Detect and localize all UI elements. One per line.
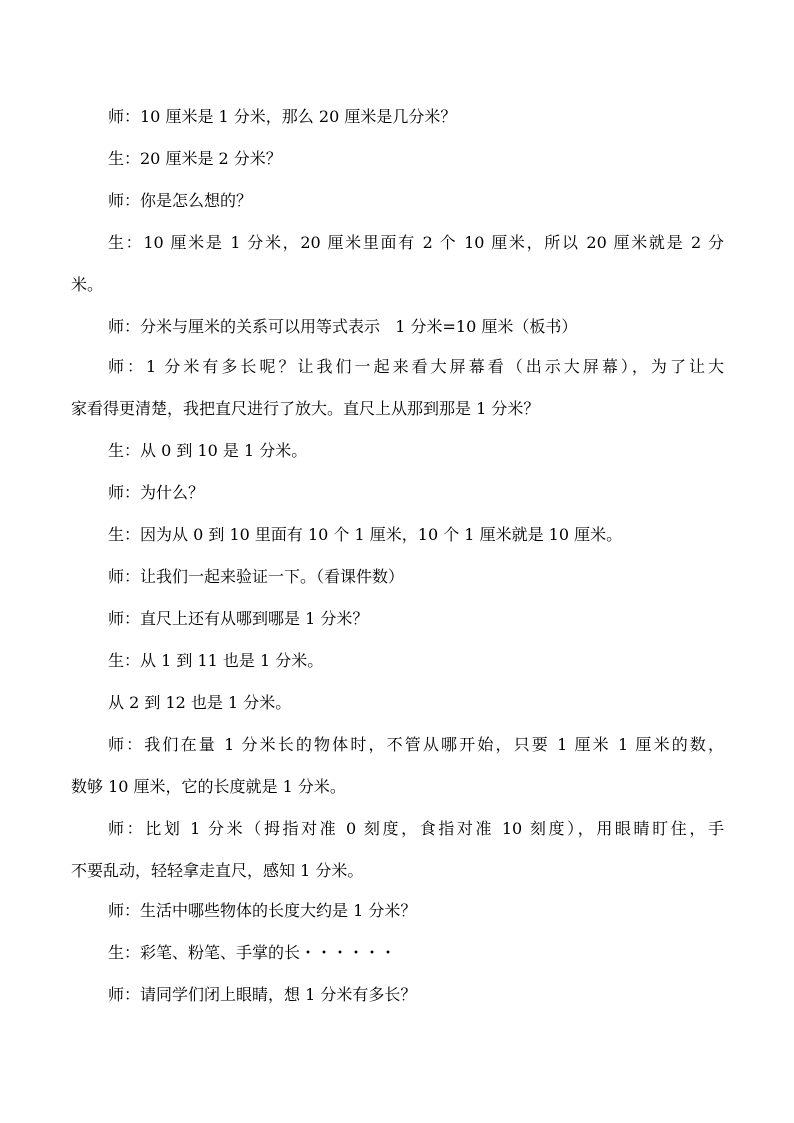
dialogue-line: 生：因为从 0 到 10 里面有 10 个 1 厘米，10 个 1 厘米就是 10 厘米。 xyxy=(108,525,623,544)
dialogue-line: 师：10 厘米是 1 分米，那么 20 厘米是几分米？ xyxy=(108,107,457,126)
dialogue-line: 师：为什么？ xyxy=(108,483,205,502)
dialogue-line: 师：1 分米有多长呢？让我们一起来看大屏幕看（出示大屏幕），为了让大 xyxy=(108,357,724,376)
dialogue-line: 师：直尺上还有从哪到哪是 1 分米？ xyxy=(108,609,369,628)
dialogue-line: 生：10 厘米是 1 分米，20 厘米里面有 2 个 10 厘米，所以 20 厘米就是 2 分 xyxy=(108,233,724,252)
dialogue-line: 生：从 0 到 10 是 1 分米。 xyxy=(108,441,308,460)
dialogue-line: 师：分米与厘米的关系可以用等式表示 1 分米=10 厘米（板书） xyxy=(108,317,578,336)
dialogue-line-continued: 不要乱动，轻轻拿走直尺，感知 1 分米。 xyxy=(71,861,364,880)
dialogue-line: 从 2 到 12 也是 1 分米。 xyxy=(108,693,292,712)
dialogue-line: 师：生活中哪些物体的长度大约是 1 分米？ xyxy=(108,901,417,920)
dialogue-line-continued: 米。 xyxy=(71,275,104,294)
dialogue-line: 生：从 1 到 11 也是 1 分米。 xyxy=(108,651,324,670)
dialogue-line: 师：你是怎么想的？ xyxy=(108,191,253,210)
dialogue-line-continued: 家看得更清楚，我把直尺进行了放大。直尺上从那到那是 1 分米？ xyxy=(71,399,540,418)
dialogue-line: 生：20 厘米是 2 分米？ xyxy=(108,149,282,168)
dialogue-line: 师：比划 1 分米（拇指对准 0 刻度，食指对准 10 刻度），用眼睛盯住，手 xyxy=(108,819,724,838)
dialogue-line: 师：请同学们闭上眼睛，想 1 分米有多长？ xyxy=(108,985,417,1004)
dialogue-line: 生：彩笔、粉笔、手掌的长・・・・・・ xyxy=(108,943,397,962)
dialogue-line: 师：我们在量 1 分米长的物体时，不管从哪开始，只要 1 厘米 1 厘米的数， xyxy=(108,735,724,754)
dialogue-line-continued: 数够 10 厘米，它的长度就是 1 分米。 xyxy=(71,777,346,796)
dialogue-line: 师：让我们一起来验证一下。（看课件数） xyxy=(108,567,405,586)
